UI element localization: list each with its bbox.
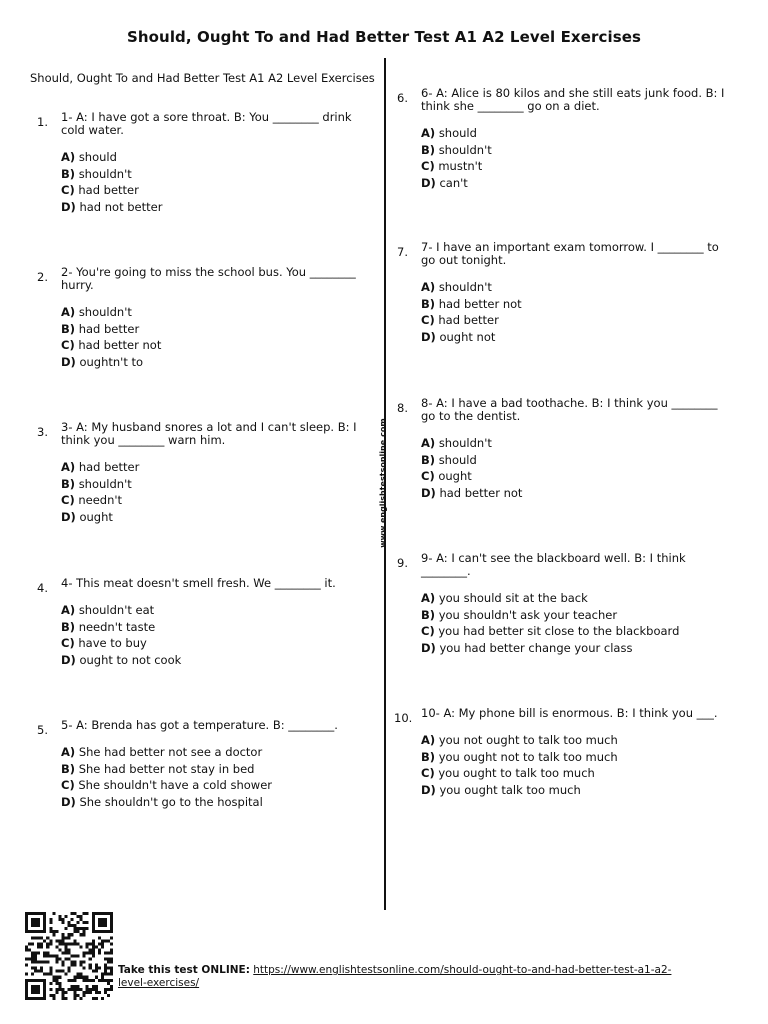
question-number: 1. [37, 115, 48, 129]
answer-option[interactable] [421, 623, 731, 640]
question-8 [397, 396, 731, 501]
option-text: mustn't [438, 159, 483, 173]
answer-option[interactable] [61, 635, 371, 652]
answer-option[interactable] [421, 640, 731, 657]
answer-option[interactable] [61, 652, 371, 669]
answer-option[interactable] [61, 166, 371, 183]
answer-option[interactable] [61, 182, 371, 199]
option-text: ought to not cook [79, 652, 182, 667]
answer-option[interactable] [421, 590, 731, 607]
option-text: shouldn't [78, 476, 132, 491]
option-letter: B) [61, 321, 76, 336]
option-text: should [438, 452, 477, 467]
option-letter: A) [61, 745, 76, 759]
question-text: 5- A: Brenda has got a temperature. B: ________. [61, 718, 338, 732]
question-number: 8. [397, 401, 408, 415]
question-number: 9. [397, 556, 408, 570]
option-text: ought [79, 509, 113, 524]
answer-option[interactable] [61, 492, 371, 509]
answer-option[interactable] [421, 485, 731, 502]
option-letter: B) [61, 619, 76, 634]
option-letter: D) [61, 354, 76, 369]
question-text: 9- A: I can't see the blackboard well. B: I think ________. [421, 551, 686, 578]
option-text: ought not [439, 329, 496, 344]
option-text: She shouldn't go to the hospital [79, 794, 263, 809]
answer-option[interactable] [61, 199, 371, 216]
option-text: you shouldn't ask your teacher [438, 607, 618, 622]
option-letter: D) [61, 509, 76, 524]
answer-option[interactable] [61, 744, 371, 761]
footer [118, 964, 678, 990]
option-letter: B) [61, 761, 76, 776]
question-number: 2. [37, 270, 48, 284]
option-text: had better not [78, 338, 162, 352]
footer-label: Take this test ONLINE: [118, 964, 250, 976]
option-text: should [78, 150, 117, 164]
option-text: ought [438, 469, 472, 483]
option-text: can't [439, 175, 468, 190]
question-text: 1- A: I have got a sore throat. B: You ________ drink cold water. [61, 110, 352, 137]
option-letter: A) [61, 460, 76, 474]
option-text: She shouldn't have a cold shower [78, 778, 273, 792]
question-4 [37, 576, 371, 668]
option-letter: C) [61, 338, 75, 352]
question-1 [37, 110, 371, 215]
option-text: shouldn't [78, 305, 132, 319]
answer-option[interactable] [421, 782, 731, 799]
answer-option[interactable] [61, 459, 371, 476]
answer-option[interactable] [421, 296, 731, 313]
page-title: Should, Ought To and Had Better Test A1 A2 Level Exercises [126, 28, 642, 46]
option-letter: C) [421, 313, 435, 327]
option-text: you should sit at the back [438, 591, 588, 605]
subheader: Should, Ought To and Had Better Test A1 A2 Level Exercises [30, 71, 375, 85]
option-letter: B) [61, 476, 76, 491]
option-letter: C) [421, 469, 435, 483]
option-letter: A) [421, 733, 436, 747]
answer-option[interactable] [61, 149, 371, 166]
answer-option[interactable] [421, 175, 731, 192]
option-letter: C) [61, 636, 75, 650]
option-letter: A) [421, 280, 436, 294]
option-text: had better [78, 183, 139, 197]
question-text: 3- A: My husband snores a lot and I can't sleep. B: I think you ________ warn him. [61, 420, 357, 447]
answer-option[interactable] [61, 321, 371, 338]
qr-code-icon [25, 912, 113, 1000]
option-letter: B) [421, 607, 436, 622]
option-letter: B) [421, 296, 436, 311]
option-letter: D) [421, 329, 436, 344]
option-letter: D) [61, 652, 76, 667]
option-letter: C) [421, 159, 435, 173]
option-letter: D) [421, 485, 436, 500]
answer-option[interactable] [61, 354, 371, 371]
answer-option[interactable] [61, 476, 371, 493]
option-text: had better [78, 460, 140, 474]
option-text: She had better not see a doctor [78, 745, 263, 759]
option-letter: B) [421, 749, 436, 764]
answer-option[interactable] [421, 312, 731, 329]
footer-link[interactable]: https://www.englishtestsonline.com/should-ought-to-and-had-better-test-a1-a2-level-exercises/ [118, 964, 672, 989]
option-letter: B) [421, 142, 436, 157]
option-text: you ought not to talk too much [438, 749, 618, 764]
option-letter: A) [61, 150, 76, 164]
option-letter: C) [421, 766, 435, 780]
answer-option[interactable] [421, 452, 731, 469]
option-text: you ought talk too much [439, 782, 581, 797]
question-text: 4- This meat doesn't smell fresh. We ________ it. [61, 576, 336, 590]
option-letter: A) [421, 126, 436, 140]
option-text: you had better sit close to the blackboard [438, 624, 680, 638]
answer-option[interactable] [61, 602, 371, 619]
answer-option[interactable] [421, 125, 731, 142]
option-text: had better not [438, 296, 522, 311]
option-text: shouldn't [78, 166, 132, 181]
answer-option[interactable] [421, 765, 731, 782]
option-letter: B) [61, 166, 76, 181]
option-letter: D) [61, 199, 76, 214]
option-text: you ought to talk too much [438, 766, 595, 780]
answer-option[interactable] [61, 777, 371, 794]
option-letter: A) [61, 603, 76, 617]
answer-option[interactable] [61, 794, 371, 811]
answer-option[interactable] [421, 142, 731, 159]
question-10 [394, 706, 731, 798]
option-letter: C) [421, 624, 435, 638]
option-letter: D) [421, 640, 436, 655]
option-text: She had better not stay in bed [78, 761, 255, 776]
question-text: 2- You're going to miss the school bus. You ________ hurry. [61, 265, 356, 292]
option-text: had not better [79, 199, 163, 214]
option-text: needn't taste [78, 619, 156, 634]
question-number: 10. [394, 711, 413, 725]
answer-option[interactable] [421, 158, 731, 175]
answer-option[interactable] [421, 435, 731, 452]
question-5 [37, 718, 371, 810]
question-number: 4. [37, 581, 48, 595]
option-letter: A) [421, 436, 436, 450]
answer-option[interactable] [421, 732, 731, 749]
answer-option[interactable] [421, 607, 731, 624]
answer-option[interactable] [421, 279, 731, 296]
option-text: have to buy [78, 636, 147, 650]
answer-option[interactable] [61, 509, 371, 526]
option-letter: B) [421, 452, 436, 467]
question-number: 6. [397, 91, 408, 105]
option-text: shouldn't [438, 436, 492, 450]
option-text: shouldn't eat [78, 603, 155, 617]
answer-option[interactable] [61, 337, 371, 354]
option-text: had better not [439, 485, 523, 500]
question-2 [37, 265, 371, 370]
question-7 [397, 240, 731, 345]
option-letter: C) [61, 183, 75, 197]
question-text: 7- I have an important exam tomorrow. I ________ to go out tonight. [421, 240, 719, 267]
option-text: needn't [78, 493, 123, 507]
option-text: had better [78, 321, 140, 336]
answer-option[interactable] [421, 749, 731, 766]
option-letter: D) [421, 782, 436, 797]
question-9 [397, 551, 731, 656]
option-letter: C) [61, 493, 75, 507]
option-letter: D) [61, 794, 76, 809]
option-text: shouldn't [438, 280, 492, 294]
question-text: 8- A: I have a bad toothache. B: I think you ________ go to the dentist. [421, 396, 718, 423]
option-text: shouldn't [438, 142, 492, 157]
option-letter: C) [61, 778, 75, 792]
question-text: 10- A: My phone bill is enormous. B: I think you ___. [421, 706, 718, 720]
option-letter: A) [421, 591, 436, 605]
option-letter: D) [421, 175, 436, 190]
option-text: should [438, 126, 477, 140]
question-number: 7. [397, 245, 408, 259]
question-number: 3. [37, 425, 48, 439]
option-text: you not ought to talk too much [438, 733, 618, 747]
question-text: 6- A: Alice is 80 kilos and she still eats junk food. B: I think she ________ go on a diet. [421, 86, 725, 113]
question-number: 5. [37, 723, 48, 737]
answer-option[interactable] [421, 329, 731, 346]
option-text: oughtn't to [79, 354, 144, 369]
answer-option[interactable] [61, 304, 371, 321]
option-text: had better [438, 313, 499, 327]
option-text: you had better change your class [439, 640, 633, 655]
option-letter: A) [61, 305, 76, 319]
question-3 [37, 420, 371, 525]
answer-option[interactable] [421, 468, 731, 485]
question-6 [397, 86, 731, 191]
answer-option[interactable] [61, 619, 371, 636]
answer-option[interactable] [61, 761, 371, 778]
